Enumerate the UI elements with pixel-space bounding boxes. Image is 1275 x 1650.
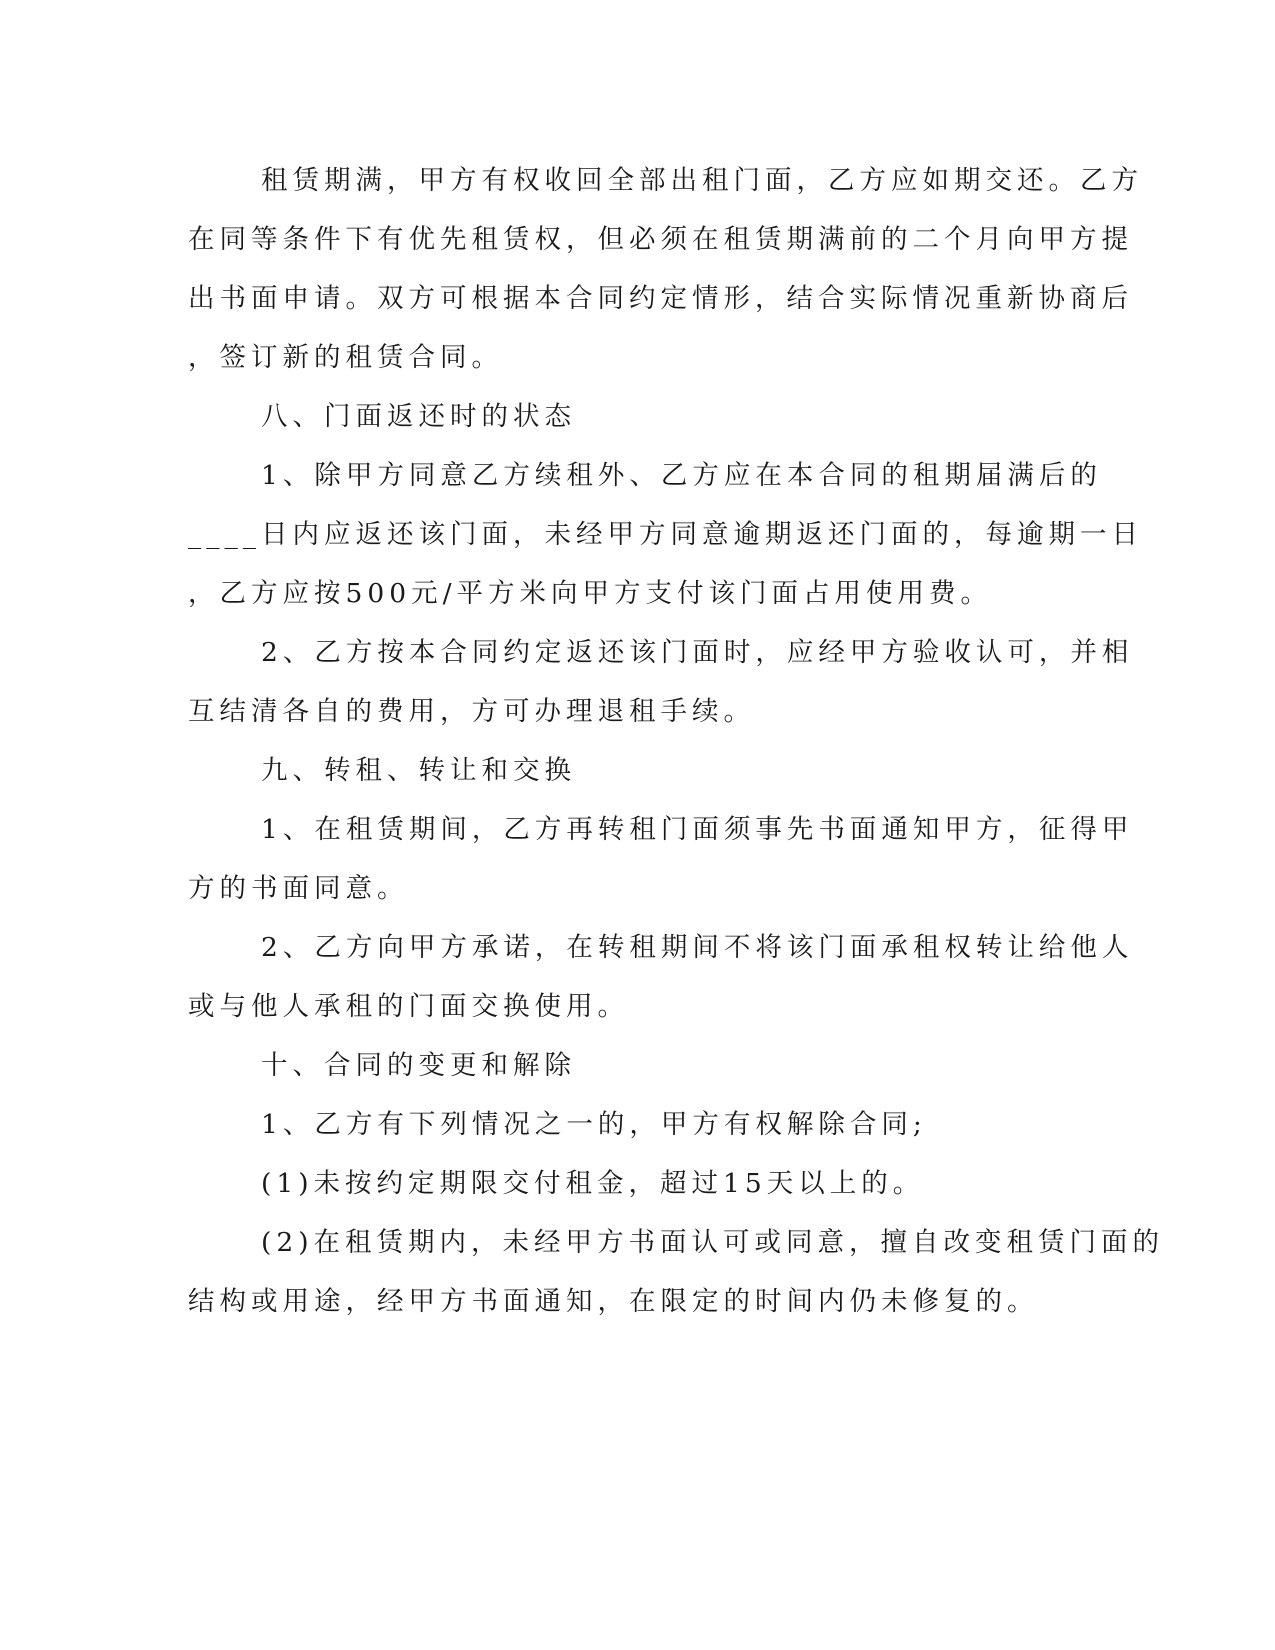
paragraph-line: 2、乙方按本合同约定返还该门面时，应经甲方验收认可，并相 — [261, 637, 1134, 668]
paragraph-line: (2)在租赁期内，未经甲方书面认可或同意，擅自改变租赁门面的 — [261, 1227, 1165, 1258]
section-heading: 八、门面返还时的状态 — [261, 401, 576, 432]
paragraph-line: 在同等条件下有优先租赁权，但必须在租赁期满前的二个月向甲方提 — [188, 224, 1133, 255]
paragraph-line: 1、除甲方同意乙方续租外、乙方应在本合同的租期届满后的 — [261, 460, 1102, 491]
paragraph-line: ，乙方应按500元/平方米向甲方支付该门面占用使用费。 — [188, 578, 993, 609]
paragraph-line: 方的书面同意。 — [188, 873, 409, 904]
paragraph-line: 结构或用途，经甲方书面通知，在限定的时间内仍未修复的。 — [188, 1286, 1039, 1317]
paragraph-line: (1)未按约定期限交付租金，超过15天以上的。 — [261, 1168, 925, 1199]
paragraph-line: 1、在租赁期间，乙方再转租门面须事先书面通知甲方，征得甲 — [261, 814, 1134, 845]
paragraph-line: 出书面申请。双方可根据本合同约定情形，结合实际情况重新协商后 — [188, 283, 1133, 314]
paragraph-line: 互结清各自的费用，方可办理退租手续。 — [188, 696, 755, 727]
paragraph-line: 租赁期满，甲方有权收回全部出租门面，乙方应如期交还。乙方 — [261, 165, 1143, 196]
paragraph-line: ____日内应返还该门面，未经甲方同意逾期返还门面的，每逾期一日 — [188, 519, 1143, 550]
paragraph-line: 2、乙方向甲方承诺，在转租期间不将该门面承租权转让给他人 — [261, 932, 1134, 963]
section-heading: 十、合同的变更和解除 — [261, 1050, 576, 1081]
paragraph-line: ，签订新的租赁合同。 — [188, 342, 503, 373]
paragraph-line: 或与他人承租的门面交换使用。 — [188, 991, 629, 1022]
section-heading: 九、转租、转让和交换 — [261, 755, 576, 786]
paragraph-line: 1、乙方有下列情况之一的，甲方有权解除合同; — [261, 1109, 927, 1140]
